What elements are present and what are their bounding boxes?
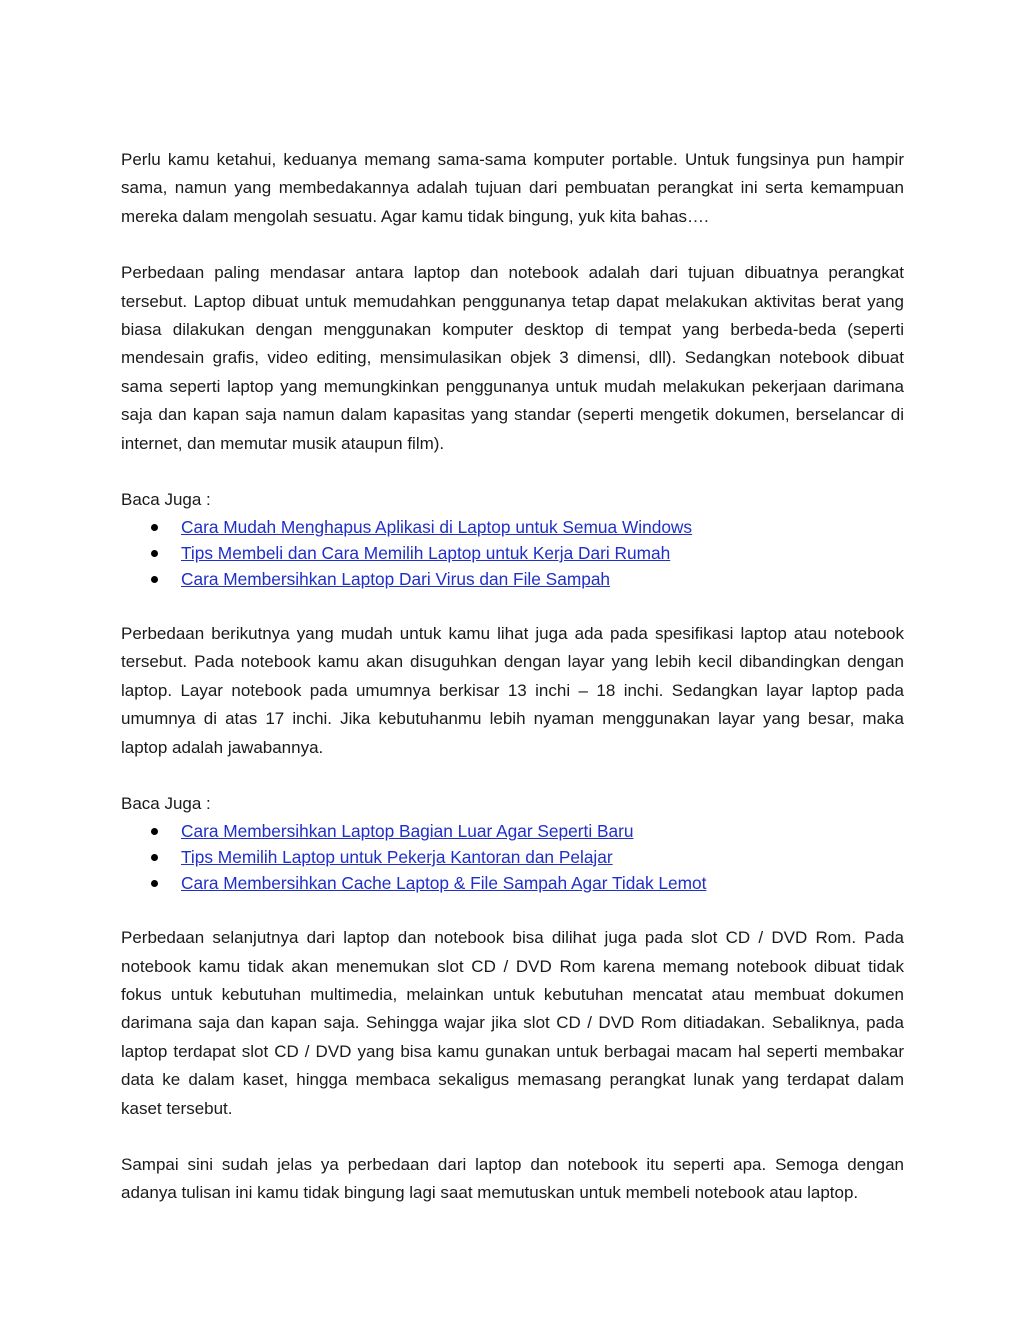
paragraph-spacer bbox=[121, 762, 904, 790]
paragraph-conclusion: Sampai sini sudah jelas ya perbedaan dari laptop dan notebook itu seperti apa. Semoga dengan adanya tulisan ini kamu tidak bingung lagi saat memutuskan untuk membeli notebook atau laptop. bbox=[121, 1154, 904, 1203]
paragraph-spacer bbox=[121, 592, 904, 620]
paragraph-spacer bbox=[121, 896, 904, 924]
paragraph-cd-dvd-slot: Perbedaan selanjutnya dari laptop dan notebook bisa dilihat juga pada slot CD / DVD Rom. Pada notebook kamu tidak akan menemukan slot CD / DVD Rom karena memang notebook dibuat tidak fokus untuk kebutuhan multimedia, melainkan untuk kebutuhan mencatat atau membuat dokumen darimana saja dan kapan saja. Sehingga wajar jika slot CD / DVD Rom ditiadakan. Sebaliknya, pada laptop terdapat slot CD / DVD yang bisa kamu gunakan untuk berbagai macam hal seperti membakar data ke dalam kaset, hingga membaca sekaligus memasang perangkat lunak yang terdapat dalam kaset tersebut. bbox=[121, 928, 904, 1118]
related-link[interactable]: Tips Memilih Laptop untuk Pekerja Kantoran dan Pelajar bbox=[181, 847, 613, 868]
related-links-list bbox=[121, 818, 904, 896]
paragraph-intro: Perlu kamu ketahui, keduanya memang sama-sama komputer portable. Untuk fungsinya pun hampir sama, namun yang membedakannya adalah tujuan dari pembuatan perangkat ini serta kemampuan mereka dalam mengolah sesuatu. Agar kamu tidak bingung, yuk kita bahas…. bbox=[121, 150, 904, 226]
list-item bbox=[121, 870, 904, 896]
paragraph-spacer bbox=[121, 1123, 904, 1151]
related-link[interactable]: Cara Membersihkan Laptop Bagian Luar Agar Seperti Baru bbox=[181, 821, 634, 842]
bullet-icon bbox=[151, 576, 158, 583]
list-item bbox=[121, 818, 904, 844]
bullet-icon bbox=[151, 854, 158, 861]
paragraph-spacer bbox=[121, 231, 904, 259]
bullet-icon bbox=[151, 524, 158, 531]
baca-juga-section-2 bbox=[121, 790, 904, 896]
related-link[interactable]: Cara Membersihkan Laptop Dari Virus dan File Sampah bbox=[181, 569, 611, 590]
document-page bbox=[121, 146, 904, 1208]
paragraph-screen-size: Perbedaan berikutnya yang mudah untuk kamu lihat juga ada pada spesifikasi laptop atau notebook tersebut. Pada notebook kamu akan disuguhkan dengan layar yang lebih kecil dibandingkan dengan laptop. Layar notebook pada umumnya berkisar 13 inchi – 18 inchi. Sedangkan layar laptop pada umumnya di atas 17 inchi. Jika kebutuhanmu lebih nyaman menggunakan layar yang besar, maka laptop adalah jawabannya. bbox=[121, 624, 904, 757]
baca-juga-section-1 bbox=[121, 486, 904, 592]
bullet-icon bbox=[151, 550, 158, 557]
bullet-icon bbox=[151, 828, 158, 835]
related-links-list bbox=[121, 514, 904, 592]
list-item bbox=[121, 540, 904, 566]
baca-juga-title: Baca Juga : bbox=[121, 794, 211, 814]
bullet-icon bbox=[151, 880, 158, 887]
list-item bbox=[121, 514, 904, 540]
baca-juga-title: Baca Juga : bbox=[121, 490, 211, 510]
paragraph-spacer bbox=[121, 458, 904, 486]
related-link[interactable]: Tips Membeli dan Cara Memilih Laptop untuk Kerja Dari Rumah bbox=[181, 543, 671, 564]
list-item bbox=[121, 844, 904, 870]
related-link[interactable]: Cara Membersihkan Cache Laptop & File Sampah Agar Tidak Lemot bbox=[181, 873, 707, 894]
paragraph-basic-difference: Perbedaan paling mendasar antara laptop dan notebook adalah dari tujuan dibuatnya perangkat tersebut. Laptop dibuat untuk memudahkan penggunanya tetap dapat melakukan aktivitas berat yang biasa dilakukan dengan menggunakan komputer desktop di tempat yang berbeda-beda (seperti mendesain grafis, video editing, mensimulasikan objek 3 dimensi, dll). Sedangkan notebook dibuat sama seperti laptop yang memungkinkan penggunanya untuk mudah melakukan pekerjaan darimana saja dan kapan saja namun dalam kapasitas yang standar (seperti mengetik dokumen, berselancar di internet, dan memutar musik ataupun film). bbox=[121, 263, 904, 453]
related-link[interactable]: Cara Mudah Menghapus Aplikasi di Laptop untuk Semua Windows bbox=[181, 517, 693, 538]
list-item bbox=[121, 566, 904, 592]
